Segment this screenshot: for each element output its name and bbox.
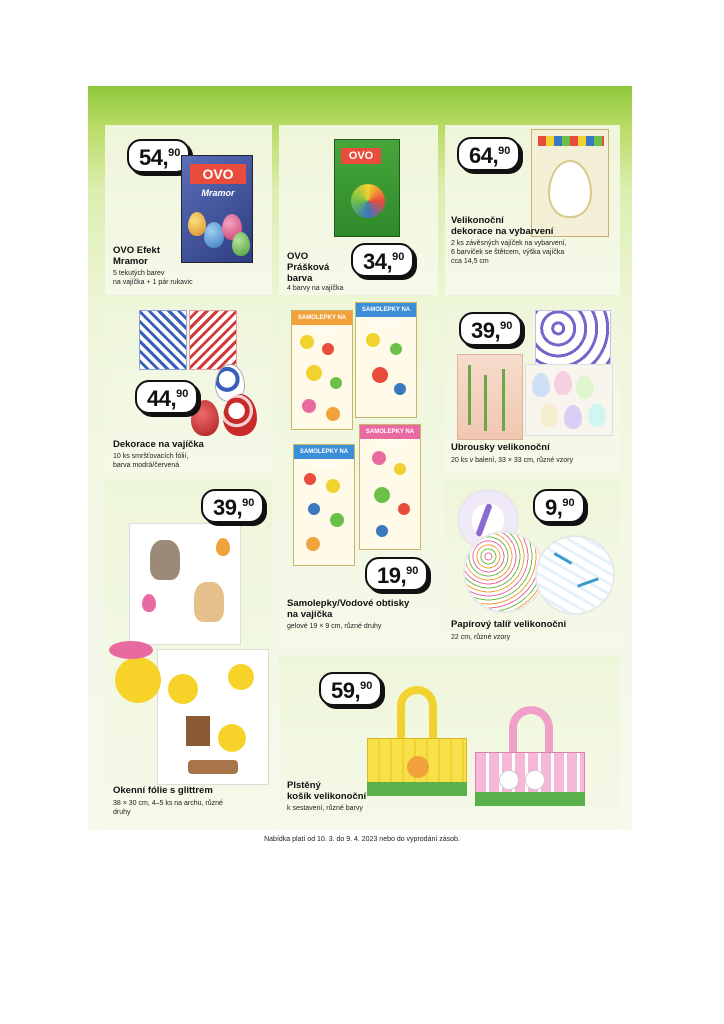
price-cents: 90: [176, 388, 189, 400]
price-cents: 90: [360, 680, 373, 692]
product-card-ovo-praskova[interactable]: [279, 125, 438, 295]
product-description: 5 tekutých barev na vajíčka + 1 pár rukavic: [113, 270, 193, 286]
product-description: 22 cm, různé vzory: [451, 634, 511, 641]
product-card-dekorace-vybarveni[interactable]: [445, 125, 620, 295]
price-tag: [135, 380, 198, 414]
price-main: 39,: [471, 318, 501, 343]
price-tag: [351, 243, 414, 277]
box-name: Mramor: [201, 188, 235, 198]
price-cents: 90: [500, 320, 513, 332]
price-tag: [457, 137, 520, 171]
product-description: gelové 19 × 9 cm, různé druhy: [287, 623, 382, 630]
price-cents: 90: [562, 497, 575, 509]
price-cents: 90: [242, 497, 255, 509]
product-title: Plstěný košík velikonoční: [287, 780, 367, 802]
product-card-talir[interactable]: [445, 479, 620, 649]
napkin-eggs-image: [525, 364, 613, 436]
price-tag: [459, 312, 522, 346]
price-main: 64,: [469, 143, 499, 168]
product-title: OVO Efekt Mramor: [113, 245, 160, 267]
product-description: k sestavení, různé barvy: [287, 805, 363, 812]
box-brand: OVO: [190, 164, 246, 184]
product-description: 38 × 30 cm, 4–5 ks na archu, různé druhy: [113, 800, 223, 816]
product-title: Samolepky/Vodové obtisky na vajíčka: [287, 598, 410, 620]
price-main: 59,: [331, 678, 361, 703]
price-cents: 90: [392, 251, 405, 263]
product-card-folie[interactable]: [105, 479, 272, 826]
price-main: 19,: [377, 563, 407, 588]
product-card-ovo-mramor[interactable]: [105, 125, 272, 295]
price-cents: 90: [498, 145, 511, 157]
basket-pink-image: [475, 706, 585, 806]
product-description: 4 barvy na vajíčka: [287, 285, 344, 292]
product-title: Velikonoční dekorace na vybarvení: [451, 215, 554, 237]
product-description: 20 ks v balení, 33 × 33 cm, různé vzory: [451, 457, 573, 464]
product-box-image: [181, 155, 253, 263]
product-box-image: [334, 139, 400, 237]
price-main: 34,: [363, 249, 393, 274]
offer-validity-note: Nabídka platí od 10. 3. do 9. 4. 2023 nebo do vyprodání zásob.: [264, 836, 460, 843]
product-title: Papírový talíř velikonoční: [451, 619, 567, 630]
window-foil-sheet: [129, 523, 241, 645]
product-card-kosik[interactable]: [279, 656, 620, 826]
box-brand: OVO: [341, 148, 381, 164]
product-description: 2 ks závěsných vajíček na vybarvení, 6 barviček se štětcem, výška vajíčka cca 14,5 cm: [451, 240, 567, 265]
price-main: 39,: [213, 495, 243, 520]
price-tag: [319, 672, 382, 706]
price-cents: 90: [406, 565, 419, 577]
napkin-pink-image: [457, 354, 523, 440]
product-card-ubrousky[interactable]: [445, 302, 620, 472]
napkin-violet-image: [535, 310, 611, 370]
basket-yellow-image: [367, 686, 467, 796]
product-grid: [105, 125, 620, 830]
price-main: 54,: [139, 145, 169, 170]
product-description: 10 ks smršťovacích fólií, barva modrá/červená: [113, 453, 189, 469]
price-tag: [365, 557, 428, 591]
blue-foil-image: [139, 310, 187, 370]
product-title: Ubrousky velikonoční: [451, 442, 550, 453]
window-foil-sheet: [157, 649, 269, 785]
product-title: Okenní fólie s glittrem: [113, 785, 213, 796]
product-title: OVO Prášková barva: [287, 251, 330, 284]
price-tag: [533, 489, 585, 523]
price-cents: 90: [168, 147, 181, 159]
product-card-dekorace-vajicka[interactable]: [105, 302, 272, 472]
plate-dots-image: [463, 531, 545, 613]
flyer-page: [88, 86, 632, 830]
product-title: Dekorace na vajíčka: [113, 439, 204, 450]
price-tag: [201, 489, 264, 523]
price-main: 9,: [545, 495, 563, 520]
sticker-sheet: SAMOLEPKY NA VAJÍČKA: [291, 310, 353, 430]
chick-with-hat-image: [105, 629, 167, 707]
sticker-sheet: SAMOLEPKY NA VAJÍČKA: [355, 302, 417, 418]
plate-dragonfly-image: [535, 535, 615, 615]
price-main: 44,: [147, 386, 177, 411]
sticker-sheet: SAMOLEPKY NA VAJÍČKA: [359, 424, 421, 550]
red-foil-image: [189, 310, 237, 370]
sticker-sheet: SAMOLEPKY NA VAJÍČKA: [293, 444, 355, 566]
product-card-samolepky[interactable]: [279, 302, 438, 649]
